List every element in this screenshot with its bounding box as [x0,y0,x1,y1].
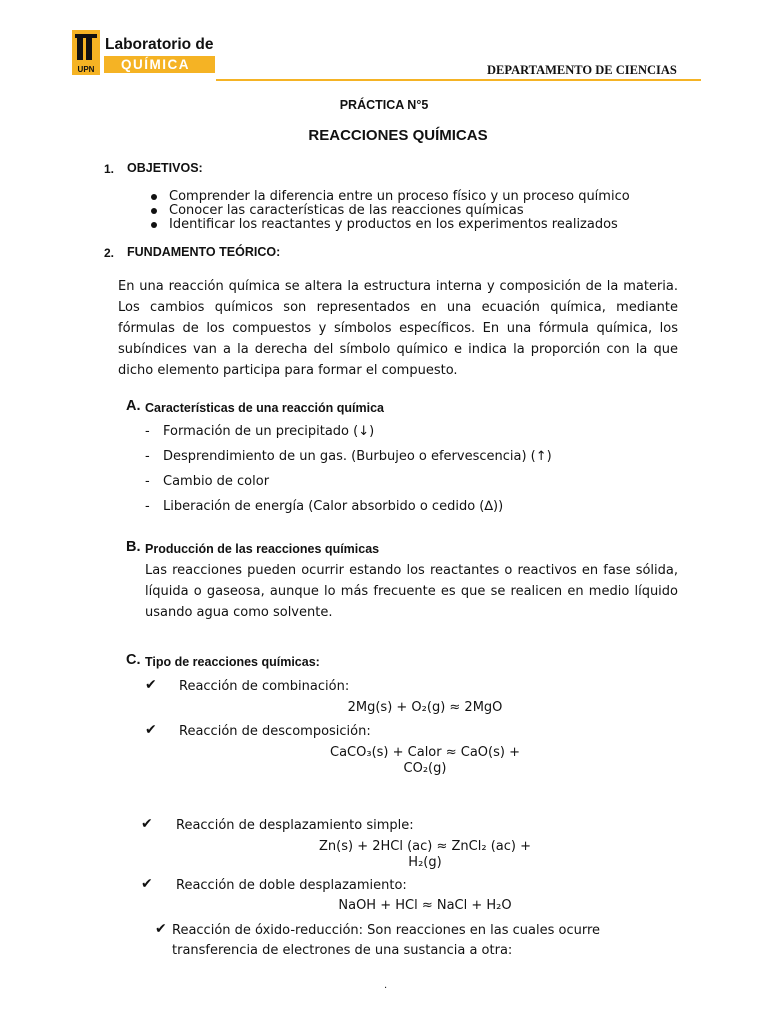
checkmark-icon: ✔ [145,722,157,738]
list-item: Identificar los reactantes y productos en los experimentos realizados [147,218,630,232]
section-2-number: 2. [104,246,115,260]
page-title: REACCIONES QUÍMICAS [308,127,488,144]
reaction-label: Reacción de doble desplazamiento: [176,878,407,893]
production-paragraph: Las reacciones pueden ocurrir estando los reactantes o reactivos en fase sólida, líquida o gaseosa, aunque lo más frecuente es que se realicen en medio líquido usando agua como solvente. [145,563,678,620]
page-mark: . [384,980,388,991]
sub-a-title: Características de una reacción química [145,401,384,415]
reaction-label: Reacción de combinación: [179,679,350,694]
list-item: Comprender la diferencia entre un proceso físico y un proceso químico [147,190,630,204]
checkmark-icon: ✔ [155,921,167,937]
bullet-icon [151,208,157,214]
sub-b-letter: B. [126,539,141,555]
theory-paragraph: En una reacción química se altera la estructura interna y composición de la materia. Los cambios químicos son representados en una ecuación química, mediante fórmulas de los compuestos y símbolos específicos. En una fórmula química, los subíndices van a la derecha del símbolo químico e indica la proporción con la que dicho elemento participa para formar el compuesto. [118,279,678,378]
redox-text-line-1: Reacción de óxido-reducción: Son reacciones en las cuales ocurre [172,923,601,938]
checkmark-icon: ✔ [141,816,153,832]
bullet-icon [151,222,157,228]
checkmark-icon: ✔ [145,677,157,693]
reaction-label: Reacción de desplazamiento simple: [176,818,414,833]
reaction-equation: Zn(s) + 2HCl (ac) ≈ ZnCl₂ (ac) + H₂(g) [319,839,531,870]
header-divider [216,79,701,81]
reaction-equation: 2Mg(s) + O₂(g) ≈ 2MgO [347,700,503,715]
redox-text-line-2: transferencia de electrones de una sustancia a otra: [172,943,513,958]
sub-a-letter: A. [126,398,141,414]
practice-number: PRÁCTICA N°5 [339,98,429,112]
logo-title: Laboratorio de [105,36,214,53]
department-name: DEPARTAMENTO DE CIENCIAS [487,63,677,77]
sub-c-letter: C. [126,652,141,668]
sub-b-title: Producción de las reacciones químicas [145,542,380,556]
logo-subtitle-band [104,56,215,73]
reaction-equation: NaOH + HCl ≈ NaCl + H₂O [338,898,512,913]
svg-text:UPN: UPN [77,65,95,74]
reaction-equation: CaCO₃(s) + Calor ≈ CaO(s) + CO₂(g) [330,745,520,776]
section-2-title: FUNDAMENTO TEÓRICO: [127,245,281,259]
reaction-label: Reacción de descomposición: [179,724,371,739]
logo-subtitle: QUÍMICA [121,57,190,72]
upn-logo-icon [72,30,100,75]
list-item: Conocer las características de las reacciones químicas [147,204,630,218]
sub-c-title: Tipo de reacciones químicas: [145,655,320,669]
bullet-icon [151,194,157,200]
objectives-list [147,190,630,232]
checkmark-icon: ✔ [141,876,153,892]
section-1-title: OBJETIVOS: [127,161,203,175]
section-1-number: 1. [104,162,115,176]
